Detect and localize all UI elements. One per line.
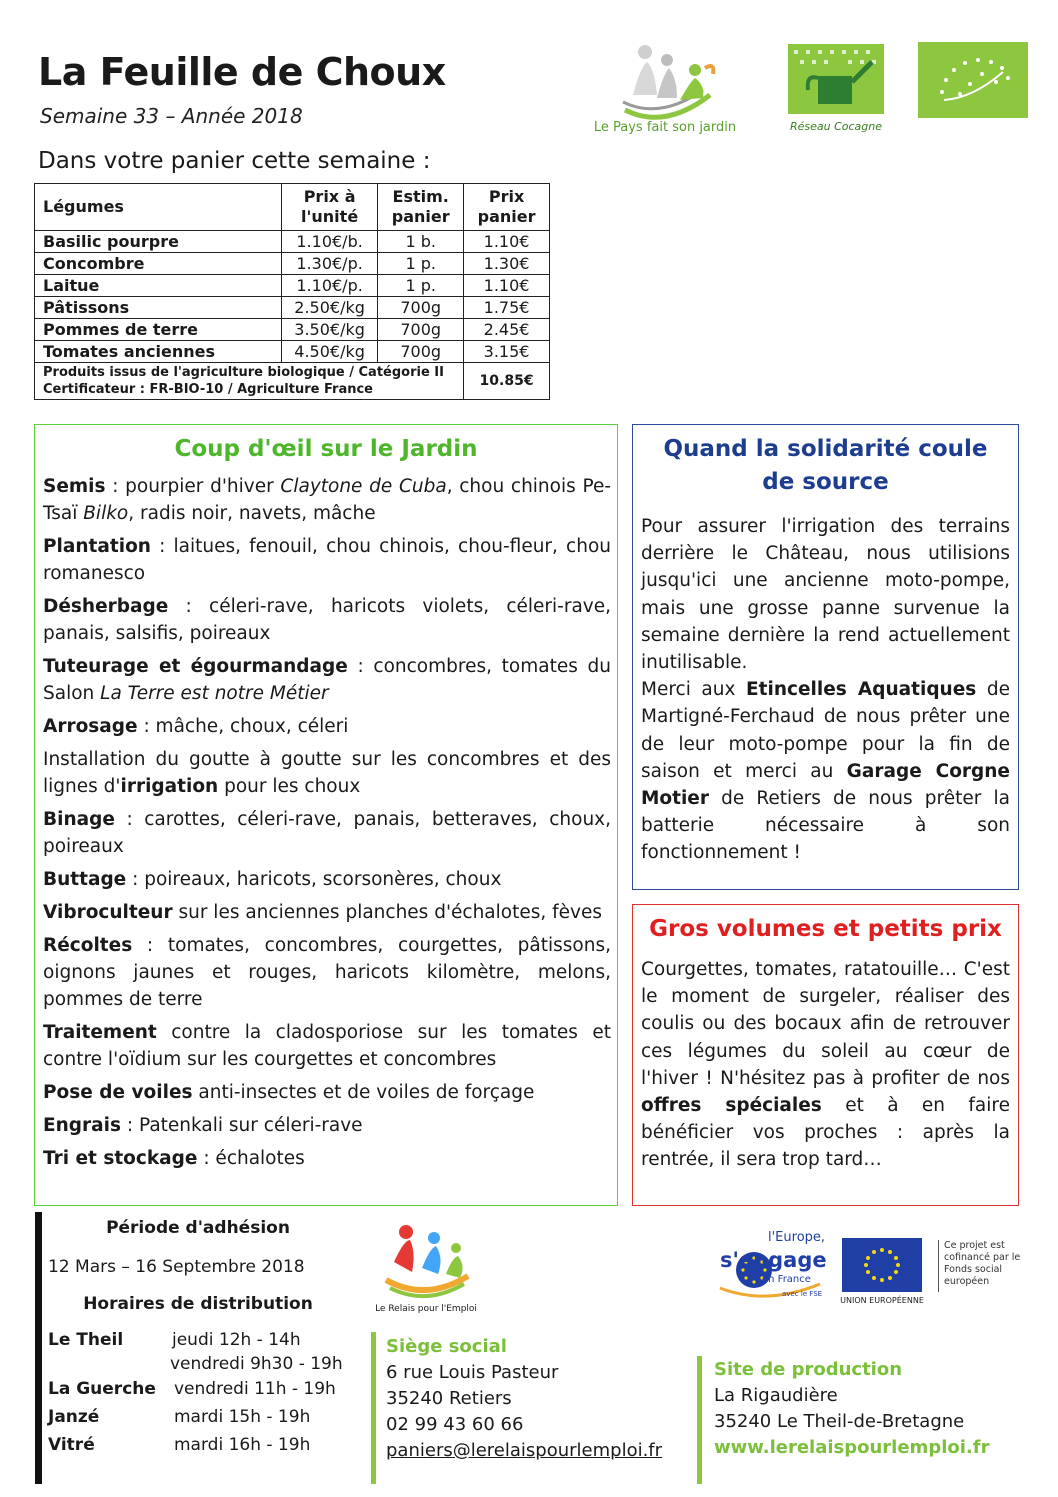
header-estimated-qty: Estim. panier (378, 184, 464, 231)
production-site-city: 35240 Le Theil-de-Bretagne (714, 1411, 965, 1432)
schedule-row (48, 1328, 368, 1376)
list-item: Désherbage : céleri-rave, haricots violets, céleri-rave, panais, salsifis, poireaux (43, 596, 611, 644)
solidarity-title: Quand la solidarité coule de source (663, 436, 988, 495)
certification-line-1: Produits issus de l'agriculture biologique / Catégorie II (43, 365, 444, 380)
basket-price: 1.30€ (464, 253, 550, 275)
schedule-time: mardi 15h - 19h (174, 1407, 311, 1427)
head-office-label: Siège social (386, 1336, 507, 1357)
basket-price: 1.75€ (464, 297, 550, 319)
list-item: Arrosage : mâche, choux, céleri (43, 716, 349, 737)
hq-divider (371, 1332, 376, 1484)
schedule-row (48, 1433, 368, 1457)
solidarity-text (633, 513, 1018, 867)
unit-price: 2.50€/kg (281, 297, 377, 319)
adhesion-divider (35, 1212, 42, 1484)
schedule-time: jeudi 12h - 14h (172, 1330, 301, 1350)
garden-title: Coup d'œil sur le Jardin (174, 436, 478, 462)
list-item: Traitement contre la cladosporiose sur les tomates et contre l'oïdium sur les courgettes et concombres (43, 1022, 611, 1070)
relais-emploi-logo (376, 1222, 476, 1322)
table-row (35, 231, 550, 253)
certification-line-2: Certificateur : FR-BIO-10 / Agriculture France (43, 382, 373, 397)
head-office-phone: 02 99 43 60 66 (386, 1414, 524, 1435)
eu-flag-caption: UNION EUROPÉENNE (840, 1296, 924, 1305)
table-row (35, 319, 550, 341)
estimated-qty: 700g (378, 319, 464, 341)
offers-text: Courgettes, tomates, ratatouille… C'est le moment de surgeler, réaliser des coulis ou des bocaux afin de retrouver ces légumes du soleil au cœur de l'hiver ! N'hésitez pas à profiter de nos offres spéciales et à en faire bénéficier vos proches : après la rentrée, il sera trop tard… (641, 959, 1010, 1171)
list-item: Tri et stockage : échalotes (43, 1148, 305, 1169)
basket-total: 10.85€ (464, 363, 550, 400)
pays-jardin-caption: Le Pays fait son jardin (593, 120, 737, 135)
basket-price: 1.10€ (464, 275, 550, 297)
basket-heading: Dans votre panier cette semaine : (38, 148, 431, 174)
list-item: Buttage : poireaux, haricots, scorsonères, choux (43, 869, 502, 890)
pays-jardin-logo (585, 40, 745, 140)
list-item: Binage : carottes, céleri-rave, panais, betteraves, choux, poireaux (43, 809, 611, 857)
list-item: Engrais : Patenkali sur céleri-rave (43, 1115, 363, 1136)
europe-sengage-logo (716, 1226, 826, 1304)
garden-section (34, 424, 618, 1206)
list-item: Pose de voiles anti-insectes et de voiles de forçage (43, 1082, 535, 1103)
relais-emploi-caption: Le Relais pour l'Emploi (375, 1304, 477, 1314)
production-site-label: Site de production (714, 1359, 903, 1380)
vegetable-name: Pâtissons (35, 297, 282, 319)
estimated-qty: 1 p. (378, 275, 464, 297)
offers-section (632, 904, 1019, 1206)
reseau-cocagne-caption: Réseau Cocagne (789, 120, 883, 133)
estimated-qty: 1 p. (378, 253, 464, 275)
eu-organic-leaf-logo (918, 42, 1028, 118)
solidarity-paragraph-1: Pour assurer l'irrigation des terrains derrière le Château, nous utilisions jusqu'ici une ancienne moto-pompe, mais une grosse panne survenue la semaine dernière la rend actuellement inutilisable. (641, 516, 1010, 674)
offers-title: Gros volumes et petits prix (649, 916, 1002, 942)
schedule-time: vendredi 11h - 19h (174, 1379, 336, 1399)
fse-cofinancing-note: Ce projet est cofinancé par le Fonds social européen (944, 1240, 1021, 1287)
basket-price: 3.15€ (464, 341, 550, 363)
reseau-cocagne-logo (788, 44, 884, 140)
estimated-qty: 700g (378, 297, 464, 319)
table-row (35, 341, 550, 363)
head-office-street: 6 rue Louis Pasteur (386, 1362, 559, 1383)
table-header-row (35, 184, 550, 231)
schedule-city: Vitré (48, 1435, 95, 1455)
basket-price: 2.45€ (464, 319, 550, 341)
list-item: Tuteurage et égourmandage : concombres, tomates du Salon La Terre est notre Métier (43, 656, 612, 704)
europe-line-2: s'engage (720, 1248, 827, 1272)
unit-price: 1.10€/b. (281, 231, 377, 253)
schedule-city: La Guerche (48, 1379, 156, 1399)
certification-note (35, 363, 464, 400)
unit-price: 1.30€/p. (281, 253, 377, 275)
adhesion-dates: 12 Mars – 16 Septembre 2018 (48, 1257, 305, 1277)
europe-line-4: avec le FSE (782, 1290, 823, 1298)
table-row (35, 253, 550, 275)
schedule-city: Le Theil (48, 1330, 124, 1350)
estimated-qty: 1 b. (378, 231, 464, 253)
basket-price: 1.10€ (464, 231, 550, 253)
production-site-block (714, 1357, 989, 1461)
table-row (35, 297, 550, 319)
vegetable-name: Concombre (35, 253, 282, 275)
vegetable-name: Pommes de terre (35, 319, 282, 341)
head-office-email-link[interactable]: paniers@lerelaispourlemploi.fr (386, 1440, 663, 1461)
list-item: Semis : pourpier d'hiver Claytone de Cuba, chou chinois Pe-Tsaï Bilko, radis noir, navets, mâche (43, 476, 611, 524)
garden-task-list (43, 473, 611, 1178)
header-basket-price: Prix panier (464, 184, 550, 231)
page-title: La Feuille de Choux (38, 50, 446, 94)
unit-price: 3.50€/kg (281, 319, 377, 341)
europe-line-1: l'Europe, (768, 1230, 826, 1245)
head-office-city: 35240 Retiers (386, 1388, 512, 1409)
vegetable-name: Tomates anciennes (35, 341, 282, 363)
list-item: Récoltes : tomates, concombres, courgettes, pâtissons, oignons jaunes et rouges, haricots kilomètre, melons, pommes de terre (43, 935, 611, 1010)
schedule-row (48, 1377, 368, 1401)
list-item: Plantation : laitues, fenouil, chou chinois, chou-fleur, chou romanesco (43, 536, 611, 584)
eu-flag-logo (842, 1238, 932, 1304)
vegetable-name: Basilic pourpre (35, 231, 282, 253)
website-link[interactable]: www.lerelaispourlemploi.fr (714, 1437, 990, 1458)
solidarity-paragraph-2: Merci aux Etincelles Aquatiques de Martigné-Ferchaud de nous prêter une de leur moto-pompe pour la fin de saison et merci au Garage Corgne Motier de Retiers de nous prêter la batterie nécessaire à son fonctionnement ! (641, 679, 1010, 864)
table-footer-row (35, 363, 550, 400)
solidarity-section (632, 424, 1019, 890)
schedule-time-2: vendredi 9h30 - 19h (170, 1354, 343, 1374)
distribution-hours-title: Horaires de distribution (83, 1294, 313, 1314)
list-item: Vibroculteur sur les anciennes planches d'échalotes, fèves (43, 902, 602, 923)
europe-line-3: en France (762, 1274, 811, 1285)
unit-price: 4.50€/kg (281, 341, 377, 363)
fse-divider (938, 1240, 939, 1292)
production-divider (697, 1356, 702, 1484)
schedule-time: mardi 16h - 19h (174, 1435, 311, 1455)
basket-table (34, 183, 550, 400)
head-office-block (386, 1334, 662, 1464)
header-vegetables: Légumes (35, 184, 282, 231)
issue-subtitle: Semaine 33 – Année 2018 (40, 104, 303, 128)
list-item: Installation du goutte à goutte sur les concombres et des lignes d'irrigation pour les choux (43, 749, 611, 797)
table-row (35, 275, 550, 297)
production-site-place: La Rigaudière (714, 1385, 838, 1406)
schedule-row (48, 1405, 368, 1429)
unit-price: 1.10€/p. (281, 275, 377, 297)
header-unit-price: Prix à l'unité (281, 184, 377, 231)
vegetable-name: Laitue (35, 275, 282, 297)
adhesion-title: Période d'adhésion (106, 1218, 290, 1238)
estimated-qty: 700g (378, 341, 464, 363)
schedule-city: Janzé (48, 1407, 100, 1427)
